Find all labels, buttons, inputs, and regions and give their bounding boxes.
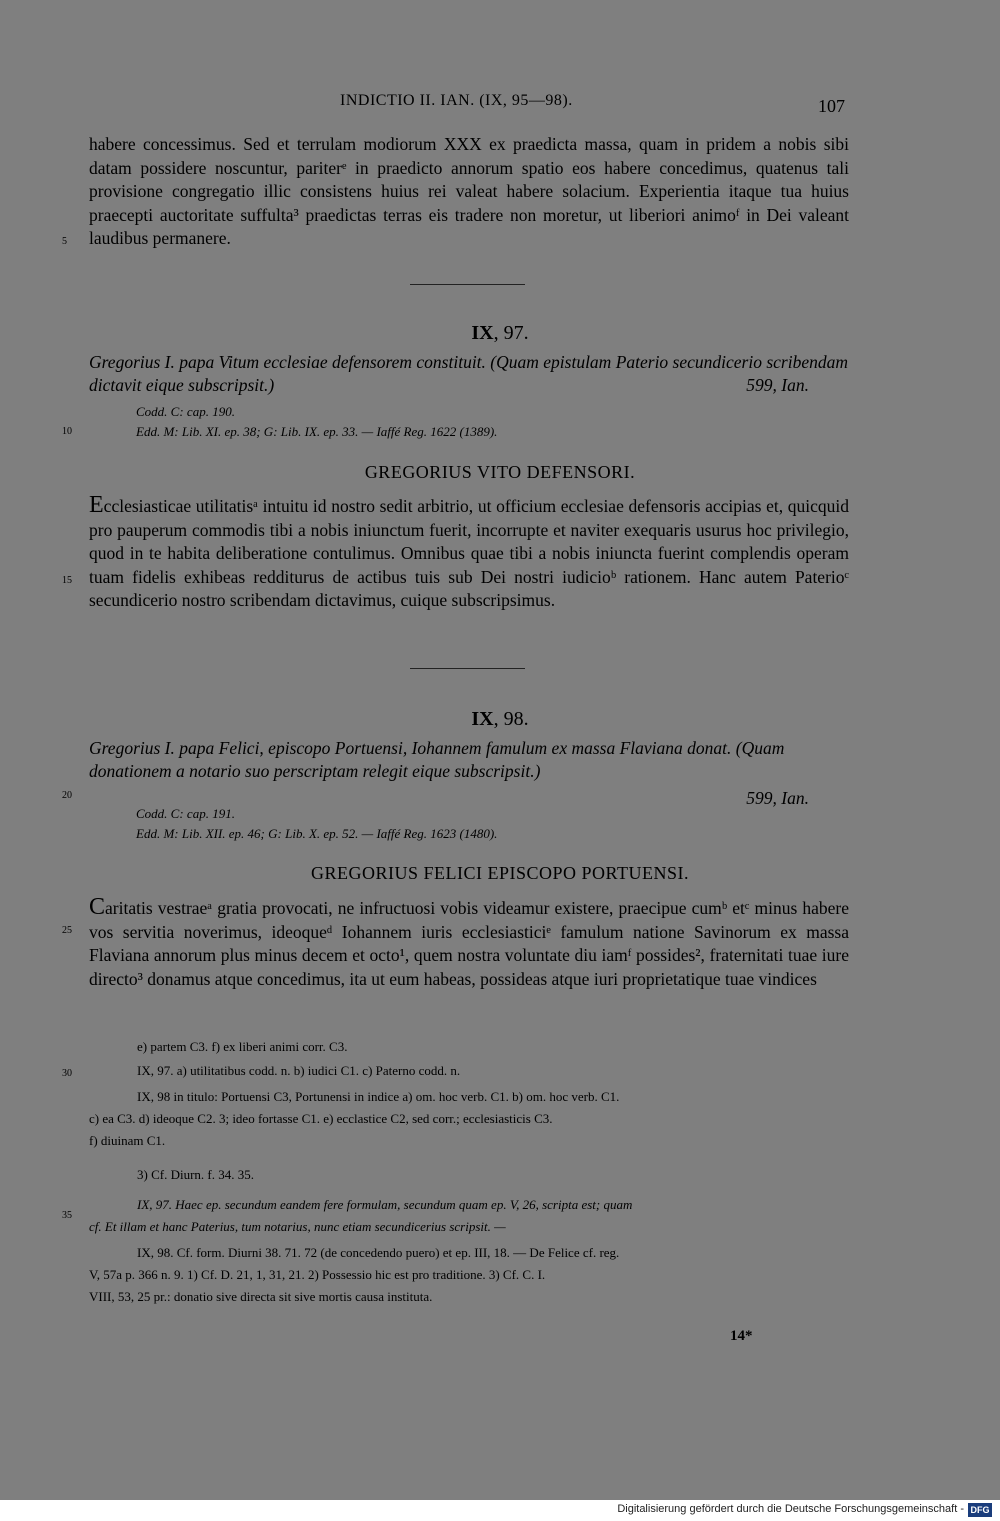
codd-98: Codd. C: cap. 191. xyxy=(136,806,235,821)
letter-text-98: aritatis vestraeᵃ gratia provocati, ne infructuosi vobis videamur existere, praecipue cumᵇ etᶜ minus habere vos servitia noverimus, ideoqueᵈ Iohannem iuris ecclesiasticiᵉ famulum natione Savinorum ex massa Flaviana annorum plus minus decem et octo¹, quem nostra voluntate diu iamᶠ possides², fraternitati tuae iure directo³ donamus atque concedimus, ita ut eum habeas, possideas atque iuri proprietatique tuae vindices xyxy=(89,898,849,989)
page-number: 107 xyxy=(818,96,845,116)
footnotes xyxy=(89,1036,849,1308)
footer-bar xyxy=(0,1500,1000,1521)
regest-text-97: Gregorius I. papa Vitum ecclesiae defensorem constituit. (Quam epistulam Paterio secundicerio scribendam dictavit eique subscripsit.) xyxy=(89,352,849,395)
edd-98: Edd. M: Lib. XII. ep. 46; G: Lib. X. ep. 52. — Iaffé Reg. 1623 (1480). xyxy=(136,826,498,841)
regest-text-98: Gregorius I. papa Felici, episcopo Portuensi, Iohannem famulum ex massa Flaviana donat. (Quam donationem a notario suo perscriptam relegit eique subscripsit.) xyxy=(89,738,785,781)
note-line: c) ea C3. d) ideoque C2. 3; ideo fortasse C1. e) ecclastice C2, sed corr.; ecclesiasticis C3. xyxy=(89,1111,553,1126)
note-line: IX, 97. Haec ep. secundum eandem fere formulam, secundum quam ep. V, 26, scripta est; quam xyxy=(137,1197,633,1212)
initial-98: C xyxy=(89,894,106,920)
regest-97 xyxy=(89,351,849,397)
initial-97: E xyxy=(89,492,104,518)
line-number: 10 xyxy=(62,426,72,437)
note-line: V, 57a p. 366 n. 9. 1) Cf. D. 21, 1, 31, 21. 2) Possessio hic est pro traditione. 3) Cf. C. I. xyxy=(89,1267,546,1282)
note-line: VIII, 53, 25 pr.: donatio sive directa sit sive mortis causa instituta. xyxy=(89,1289,433,1304)
note-line: IX, 98. Cf. form. Diurni 38. 71. 72 (de concedendo puero) et ep. III, 18. — De Felice cf. reg. xyxy=(137,1245,620,1260)
date-98: 599, Ian. xyxy=(746,788,809,808)
note-line: 3) Cf. Diurn. f. 34. 35. xyxy=(137,1167,254,1182)
note-line: cf. Et illam et hanc Paterius, tum notarius, nunc etiam secundicerius scripsit. — xyxy=(89,1219,506,1234)
line-number: 25 xyxy=(62,925,72,936)
doc-number-98: IX, 98. xyxy=(471,708,529,730)
address-97: GREGORIUS VITO DEFENSORI. xyxy=(364,462,636,482)
dfg-logo: DFG xyxy=(968,1503,992,1517)
codd-97: Codd. C: cap. 190. xyxy=(136,404,235,419)
letter-98 xyxy=(89,896,849,991)
running-head: INDICTIO II. IAN. (IX, 95—98). xyxy=(340,92,573,109)
edd-97: Edd. M: Lib. XI. ep. 38; G: Lib. IX. ep. 33. — Iaffé Reg. 1622 (1389). xyxy=(136,424,498,439)
page-header xyxy=(0,92,1000,116)
line-number: 35 xyxy=(62,1210,72,1221)
date-97: 599, Ian. xyxy=(746,375,809,395)
letter-text-97: cclesiasticae utilitatisᵃ intuitu id nostro sedit arbitrio, ut officium ecclesiae defensoris accipias et, quicquid pro pauperum commodis tibi a nobis iniunctum fuerit, incorrupte et naviter exequaris usurus hoc privilegio, quod in te habita deliberatione contulimus. Omnibus quae tibi a nobis iniuncta fuerint complendis operam tuam fidelis exhibeas redditurus de actibus tuis sub Dei nostri iudicioᵇ rationem. Hanc autem Paterioᶜ secundicerio nostro scribendam dictavimus, cuique subscripsimus. xyxy=(89,496,849,610)
letter-97 xyxy=(89,494,849,613)
regest-98 xyxy=(89,737,849,808)
intro-paragraph xyxy=(89,133,849,251)
doc-number-97: IX, 97. xyxy=(471,322,529,344)
address-98: GREGORIUS FELICI EPISCOPO PORTUENSI. xyxy=(311,863,689,883)
section-divider xyxy=(410,284,525,285)
note-line: IX, 97. a) utilitatibus codd. n. b) iudici C1. c) Paterno codd. n. xyxy=(137,1063,461,1078)
note-line: e) partem C3. f) ex liberi animi corr. C3. xyxy=(137,1039,348,1054)
note-line: f) diuinam C1. xyxy=(89,1133,166,1148)
line-number: 5 xyxy=(62,236,67,247)
line-number: 15 xyxy=(62,575,72,586)
line-number: 30 xyxy=(62,1068,72,1079)
section-divider xyxy=(410,668,525,669)
intro-text: habere concessimus. Sed et terrulam modiorum XXX ex praedicta massa, quam in pridem a nobis sibi datam possidere noscuntur, pariterᵉ in praedicto annorum spatio eos habere concedimus, quatenus tali provisione congregatio illic consistens huius rei valeat habere solacium. Experientia itaque tua huius praecepti auctoritate suffulta³ praedictas terras eis tradere non moretur, ut liberiori animoᶠ in Dei valeant laudibus permanere. xyxy=(89,134,849,248)
note-line: IX, 98 in titulo: Portuensi C3, Portunensi in indice a) om. hoc verb. C1. b) om. hoc verb. C1. xyxy=(137,1089,620,1104)
line-number: 20 xyxy=(62,790,72,801)
signature-mark: 14* xyxy=(730,1328,753,1344)
footer-credit: Digitalisierung gefördert durch die Deutsche Forschungsgemeinschaft - xyxy=(617,1503,964,1515)
